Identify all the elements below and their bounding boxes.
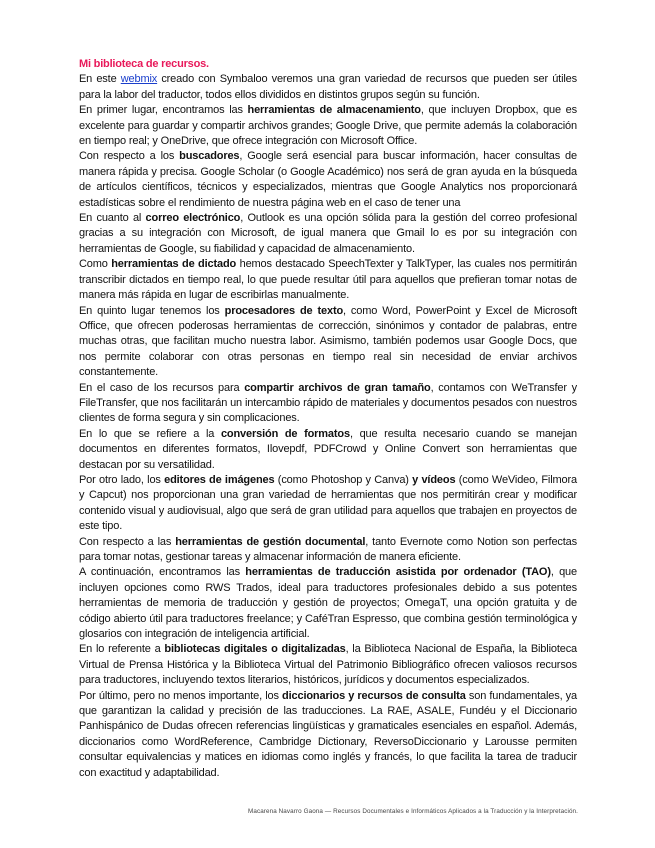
text-segment: , como Word, PowerPoint y Excel de Microsoft Office, que ofrecen poderosas herramientas de corrección, sinónimos y contador de palabras, entre muchas otras, que facilitan mucho nuestra labor. Asimismo, también podemos usar Google Docs, que nos permite colaborar con otras personas en tiempo real sin necesidad de enviar archivos constantemente.	[79, 304, 577, 379]
text-segment: En el caso de los recursos para	[79, 381, 245, 394]
bold-term: correo electrónico	[145, 212, 241, 225]
paragraph	[79, 535, 577, 566]
text-segment: , la Biblioteca Nacional de España, la Biblioteca Virtual de Prensa Histórica y la Biblioteca Virtual del Patrimonio Bibliográfico ofrecen valiosos recursos para traductores, incluyendo textos literarios, históricos, jurídicos y documentos especializados.	[79, 643, 578, 687]
paragraph	[79, 72, 577, 103]
text-segment: En lo que se refiere a la	[79, 427, 221, 440]
bold-term: buscadores	[179, 150, 240, 163]
paragraph	[79, 473, 577, 535]
text-segment: En quinto lugar tenemos los	[79, 304, 225, 317]
text-segment: son fundamentales, ya que garantizan la calidad y precisión de las traducciones. La RAE, ASALE, Fundéu y el Diccionario Panhispánico de Dudas ofrecen referencias lingüísticas y gramaticales esenciales en español. Además, diccionarios como WordReference, Cambridge Dictionary, ReversoDiccionario y Larousse permiten consultar equivalencias y matices en idiomas como inglés y francés, lo que facilita la tarea de traducir con exactitud y adaptabilidad.	[79, 689, 577, 779]
text-segment: En cuanto al	[79, 212, 146, 225]
text-segment: , Google será esencial para buscar información, hacer consultas de manera rápida y precisa. Google Scholar (o Google Académico) nos será de gran ayuda en la búsqueda de artículos científicos, técnicos y especializados, mientras que Google Analytics nos proporcionará estadísticas sobre el rendimiento de nuestra página web en el caso de tener una	[79, 150, 577, 209]
text-segment: , que incluyen Dropbox, que es excelente para guardar y compartir archivos grandes; Google Drive, que permite además la colaboración en tiempo real; y OneDrive, que ofrece integración con Microsoft Office.	[79, 104, 578, 148]
bold-term: herramientas de almacenamiento	[247, 104, 421, 117]
bold-term: procesadores de texto	[224, 304, 344, 317]
text-segment: Con respecto a los	[79, 150, 180, 163]
text-segment: , contamos con WeTransfer y FileTransfer, que nos facilitarán un intercambio rápido de materiales y documentos pesados con nuestros clientes de forma segura y sin complicaciones.	[79, 381, 577, 425]
bold-term: bibliotecas digitales o digitalizadas	[164, 643, 346, 656]
document-body	[79, 57, 577, 781]
paragraph	[79, 427, 577, 473]
text-segment: A continuación, encontramos las	[79, 566, 246, 579]
paragraph	[79, 642, 577, 688]
page-title: Mi biblioteca de recursos.	[79, 58, 209, 70]
bold-term: herramientas de gestión documental	[175, 535, 366, 548]
text-segment: , que incluyen opciones como RWS Trados, ideal para traductores profesionales debido a sus potentes herramientas de memoria de traducción y gestión de proyectos; OmegaT, una opción gratuita y de código abierto útil para traductores freelance; y CaféTran Espresso, que combina gestión terminológica y glosarios con integración de inteligencia artificial.	[79, 566, 577, 641]
text-segment: En lo referente a	[79, 643, 165, 656]
text-segment: , que resulta necesario cuando se manejan documentos en diferentes formatos, Ilovepdf, PDFCrowd y Online Convert son herramientas que destacan por su versatilidad.	[79, 427, 577, 471]
bold-term: herramientas de dictado	[111, 258, 237, 271]
text-segment: Con respecto a las	[79, 535, 176, 548]
webmix-link[interactable]: webmix	[120, 73, 158, 86]
bold-term: editores de imágenes	[164, 473, 275, 486]
paragraph	[79, 381, 577, 427]
paragraph	[79, 304, 577, 381]
text-segment: Como	[79, 258, 112, 271]
text-segment: hemos destacado SpeechTexter y TalkTyper, las cuales nos permitirán transcribir dictados en tiempo real, lo que puede resultar útil para aquellos que prefieran tomar notas de manera más rápida en lugar de escribirlas manualmente.	[79, 258, 578, 302]
paragraph	[79, 257, 577, 303]
bold-term: y vídeos	[412, 473, 456, 486]
text-segment: creado con Symbaloo veremos una gran variedad de recursos que pueden ser útiles para la labor del traductor, todos ellos divididos en distintos grupos según su función.	[79, 73, 577, 101]
bold-term: herramientas de traducción asistida por ordenador (TAO)	[245, 566, 551, 579]
bold-term: compartir archivos de gran tamaño	[244, 381, 431, 394]
bold-term: diccionarios y recursos de consulta	[282, 689, 466, 702]
bold-term: conversión de formatos	[220, 427, 350, 440]
text-segment: En primer lugar, encontramos las	[79, 104, 248, 117]
text-segment: En este	[79, 73, 121, 86]
text-segment: (como WeVideo, Filmora y Capcut) nos proporcionan una gran variedad de herramientas que nos permitirán crear y modificar contenido visual y audiovisual, algo que será de gran utilidad para aquellos que trabajen en proyectos de este tipo.	[79, 473, 577, 533]
paragraph	[79, 565, 577, 642]
text-segment: , Outlook es una opción sólida para la gestión del correo profesional gracias a su integración con Microsoft, de igual manera que Gmail lo es por su integración con herramientas de Google, su fiabilidad y capacidad de almacenamiento.	[79, 212, 577, 255]
page-footer: Macarena Navarro Gaona — Recursos Documentales e Informáticos Aplicados a la Traducción y la Interpretación.	[248, 808, 578, 815]
paragraph	[79, 689, 577, 781]
paragraph	[79, 211, 577, 257]
text-segment: , tanto Evernote como Notion son perfectas para tomar notas, gestionar tareas y almacenar información de manera eficiente.	[79, 535, 577, 563]
text-segment: Por otro lado, los	[79, 473, 165, 486]
paragraph	[79, 149, 577, 211]
text-segment: Por último, pero no menos importante, los	[79, 689, 283, 702]
paragraph	[79, 103, 577, 149]
text-segment: (como Photoshop y Canva)	[274, 473, 413, 486]
paragraph-list	[79, 72, 577, 781]
